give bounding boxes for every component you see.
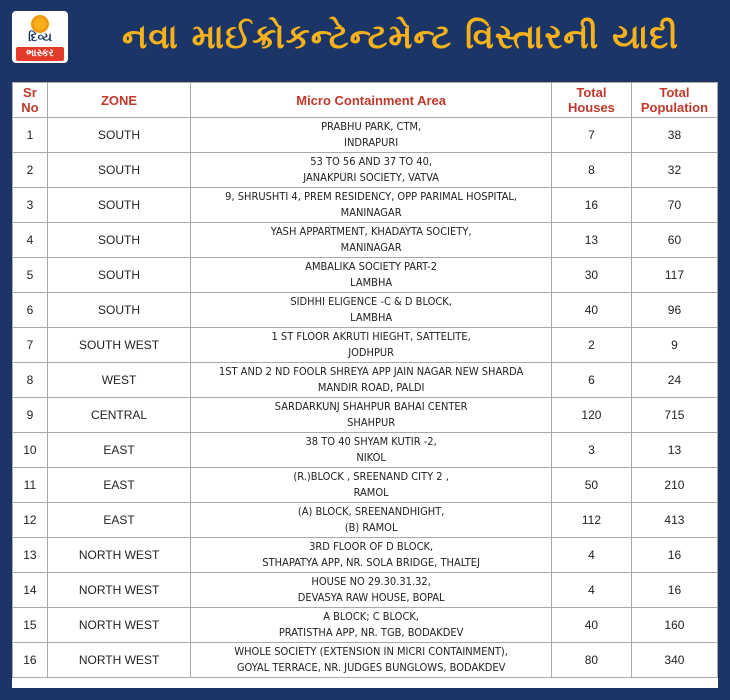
cell-area-line2: DEVASYA RAW HOUSE, BOPAL bbox=[297, 591, 445, 604]
cell-total-population: 13 bbox=[631, 433, 717, 468]
cell-total-houses: 6 bbox=[551, 363, 631, 398]
cell-area-line1: WHOLE SOCIETY (EXTENSION IN MICRI CONTAINMENT), bbox=[234, 645, 508, 658]
table-row bbox=[13, 643, 718, 678]
cell-total-houses: 4 bbox=[551, 538, 631, 573]
table-row bbox=[13, 258, 718, 293]
cell-total-houses: 7 bbox=[551, 118, 631, 153]
cell-sr-no: 15 bbox=[13, 608, 48, 643]
cell-total-houses: 3 bbox=[551, 433, 631, 468]
table-row bbox=[13, 328, 718, 363]
cell-zone: SOUTH WEST bbox=[47, 328, 190, 363]
cell-area bbox=[191, 398, 552, 433]
header-houses-line2: Houses bbox=[567, 100, 615, 115]
cell-sr-no: 1 bbox=[13, 118, 48, 153]
cell-total-population: 16 bbox=[631, 538, 717, 573]
cell-zone: SOUTH bbox=[47, 153, 190, 188]
cell-zone: SOUTH bbox=[47, 293, 190, 328]
cell-total-houses: 30 bbox=[551, 258, 631, 293]
cell-sr-no: 7 bbox=[13, 328, 48, 363]
table-header-row bbox=[13, 83, 718, 118]
cell-total-houses: 120 bbox=[551, 398, 631, 433]
cell-area bbox=[191, 538, 552, 573]
header-zone: ZONE bbox=[47, 83, 190, 118]
cell-total-population: 9 bbox=[631, 328, 717, 363]
cell-area-line2: LAMBHA bbox=[350, 276, 393, 289]
cell-zone: EAST bbox=[47, 433, 190, 468]
cell-area-line2: RAMOL bbox=[353, 486, 389, 499]
cell-area-line1: (R.)BLOCK , SREENAND CITY 2 , bbox=[293, 470, 449, 483]
table-row bbox=[13, 153, 718, 188]
cell-zone: NORTH WEST bbox=[47, 573, 190, 608]
cell-area-line2: INDRAPURI bbox=[344, 136, 399, 149]
cell-zone: SOUTH bbox=[47, 188, 190, 223]
cell-area-line2: MANINAGAR bbox=[340, 206, 402, 219]
cell-total-population: 70 bbox=[631, 188, 717, 223]
cell-area-line1: AMBALIKA SOCIETY PART-2 bbox=[305, 260, 438, 273]
cell-area bbox=[191, 573, 552, 608]
cell-area-line2: JANAKPURI SOCIETY, VATVA bbox=[303, 171, 439, 184]
cell-area-line1: 38 TO 40 SHYAM KUTIR -2, bbox=[305, 435, 437, 448]
table-row bbox=[13, 398, 718, 433]
cell-area-line1: 53 TO 56 AND 37 TO 40, bbox=[310, 155, 433, 168]
table-row bbox=[13, 118, 718, 153]
header-population-line1: Total bbox=[659, 85, 690, 100]
cell-sr-no: 14 bbox=[13, 573, 48, 608]
cell-area bbox=[191, 328, 552, 363]
cell-area-line1: SARDARKUNJ SHAHPUR BAHAI CENTER bbox=[274, 400, 468, 413]
cell-total-houses: 80 bbox=[551, 643, 631, 678]
table-row bbox=[13, 293, 718, 328]
cell-sr-no: 12 bbox=[13, 503, 48, 538]
cell-area bbox=[191, 468, 552, 503]
cell-area-line2: GOYAL TERRACE, NR. JUDGES BUNGLOWS, BODAKDEV bbox=[236, 661, 506, 674]
logo-text-top: દિવ્ય bbox=[28, 30, 52, 44]
cell-total-population: 38 bbox=[631, 118, 717, 153]
cell-sr-no: 4 bbox=[13, 223, 48, 258]
cell-area-line1: 1ST AND 2 ND FOOLR SHREYA APP JAIN NAGAR NEW SHARDA bbox=[218, 365, 524, 378]
cell-sr-no: 9 bbox=[13, 398, 48, 433]
table-row bbox=[13, 538, 718, 573]
cell-total-population: 60 bbox=[631, 223, 717, 258]
cell-area-line1: A BLOCK; C BLOCK, bbox=[323, 610, 420, 623]
cell-area bbox=[191, 363, 552, 398]
cell-total-houses: 13 bbox=[551, 223, 631, 258]
cell-total-houses: 8 bbox=[551, 153, 631, 188]
cell-total-houses: 40 bbox=[551, 293, 631, 328]
cell-zone: SOUTH bbox=[47, 118, 190, 153]
cell-total-houses: 50 bbox=[551, 468, 631, 503]
cell-area bbox=[191, 223, 552, 258]
cell-area bbox=[191, 258, 552, 293]
cell-area-line2: MANINAGAR bbox=[340, 241, 402, 254]
containment-table bbox=[12, 82, 718, 678]
header-sr-line2: No bbox=[21, 100, 39, 115]
cell-area-line1: 9, SHRUSHTI 4, PREM RESIDENCY, OPP PARIMAL HOSPITAL, bbox=[225, 190, 518, 203]
cell-zone: WEST bbox=[47, 363, 190, 398]
table-row bbox=[13, 223, 718, 258]
header-sr-no bbox=[13, 83, 48, 118]
cell-area bbox=[191, 643, 552, 678]
cell-area-line2: STHAPATYA APP, NR. SOLA BRIDGE, THALTEJ bbox=[262, 556, 480, 569]
header-houses-line1: Total bbox=[576, 85, 607, 100]
header-population-line2: Population bbox=[640, 100, 709, 115]
cell-total-houses: 112 bbox=[551, 503, 631, 538]
cell-total-houses: 4 bbox=[551, 573, 631, 608]
cell-zone: NORTH WEST bbox=[47, 643, 190, 678]
cell-total-houses: 2 bbox=[551, 328, 631, 363]
cell-area-line2: (B) RAMOL bbox=[344, 521, 398, 534]
cell-zone: NORTH WEST bbox=[47, 538, 190, 573]
cell-area-line1: SIDHHI ELIGENCE -C & D BLOCK, bbox=[290, 295, 452, 308]
cell-total-population: 16 bbox=[631, 573, 717, 608]
cell-area-line1: 3RD FLOOR OF D BLOCK, bbox=[309, 540, 434, 553]
cell-sr-no: 5 bbox=[13, 258, 48, 293]
containment-table-container bbox=[12, 82, 718, 688]
cell-area bbox=[191, 118, 552, 153]
cell-sr-no: 10 bbox=[13, 433, 48, 468]
header-houses bbox=[551, 83, 631, 118]
cell-zone: NORTH WEST bbox=[47, 608, 190, 643]
cell-zone: EAST bbox=[47, 503, 190, 538]
header-area: Micro Containment Area bbox=[191, 83, 552, 118]
cell-area-line1: (A) BLOCK, SREENANDHIGHT, bbox=[297, 505, 445, 518]
table-row bbox=[13, 363, 718, 398]
divya-bhaskar-logo bbox=[12, 11, 68, 63]
cell-total-population: 715 bbox=[631, 398, 717, 433]
cell-zone: SOUTH bbox=[47, 223, 190, 258]
cell-area bbox=[191, 293, 552, 328]
cell-total-population: 413 bbox=[631, 503, 717, 538]
cell-sr-no: 11 bbox=[13, 468, 48, 503]
header-banner bbox=[0, 0, 730, 74]
cell-sr-no: 13 bbox=[13, 538, 48, 573]
cell-zone: EAST bbox=[47, 468, 190, 503]
cell-total-population: 117 bbox=[631, 258, 717, 293]
cell-total-houses: 40 bbox=[551, 608, 631, 643]
logo-text-bottom: ભાસ્કર bbox=[16, 47, 64, 61]
cell-sr-no: 2 bbox=[13, 153, 48, 188]
cell-sr-no: 6 bbox=[13, 293, 48, 328]
cell-area bbox=[191, 153, 552, 188]
cell-area-line1: 1 ST FLOOR AKRUTI HIEGHT, SATTELITE, bbox=[271, 330, 471, 343]
page-title: નવા માઈક્રોકન્ટેન્ટમેન્ટ વિસ્તારની યાદી bbox=[121, 17, 680, 57]
cell-zone: CENTRAL bbox=[47, 398, 190, 433]
cell-total-population: 32 bbox=[631, 153, 717, 188]
cell-area bbox=[191, 608, 552, 643]
cell-total-population: 160 bbox=[631, 608, 717, 643]
cell-total-population: 210 bbox=[631, 468, 717, 503]
cell-area-line2: SHAHPUR bbox=[347, 416, 396, 429]
cell-total-population: 340 bbox=[631, 643, 717, 678]
cell-total-population: 24 bbox=[631, 363, 717, 398]
header-sr-line1: Sr bbox=[23, 85, 37, 100]
cell-sr-no: 8 bbox=[13, 363, 48, 398]
cell-area-line1: YASH APPARTMENT, KHADAYTA SOCIETY, bbox=[270, 225, 472, 238]
table-row bbox=[13, 573, 718, 608]
table-row bbox=[13, 503, 718, 538]
cell-sr-no: 16 bbox=[13, 643, 48, 678]
cell-sr-no: 3 bbox=[13, 188, 48, 223]
cell-area bbox=[191, 503, 552, 538]
cell-total-houses: 16 bbox=[551, 188, 631, 223]
cell-area-line2: PRATISTHA APP, NR. TGB, BODAKDEV bbox=[278, 626, 464, 639]
table-row bbox=[13, 468, 718, 503]
cell-area-line2: JODHPUR bbox=[348, 346, 395, 359]
cell-area-line2: MANDIR ROAD, PALDI bbox=[317, 381, 425, 394]
cell-total-population: 96 bbox=[631, 293, 717, 328]
cell-area-line2: NIKOL bbox=[356, 451, 386, 464]
cell-zone: SOUTH bbox=[47, 258, 190, 293]
header-population bbox=[631, 83, 717, 118]
table-row bbox=[13, 608, 718, 643]
cell-area bbox=[191, 433, 552, 468]
cell-area-line1: PRABHU PARK, CTM, bbox=[321, 120, 422, 133]
cell-area bbox=[191, 188, 552, 223]
table-row bbox=[13, 188, 718, 223]
cell-area-line1: HOUSE NO 29.30.31.32, bbox=[311, 575, 431, 588]
cell-area-line2: LAMBHA bbox=[350, 311, 393, 324]
table-row bbox=[13, 433, 718, 468]
